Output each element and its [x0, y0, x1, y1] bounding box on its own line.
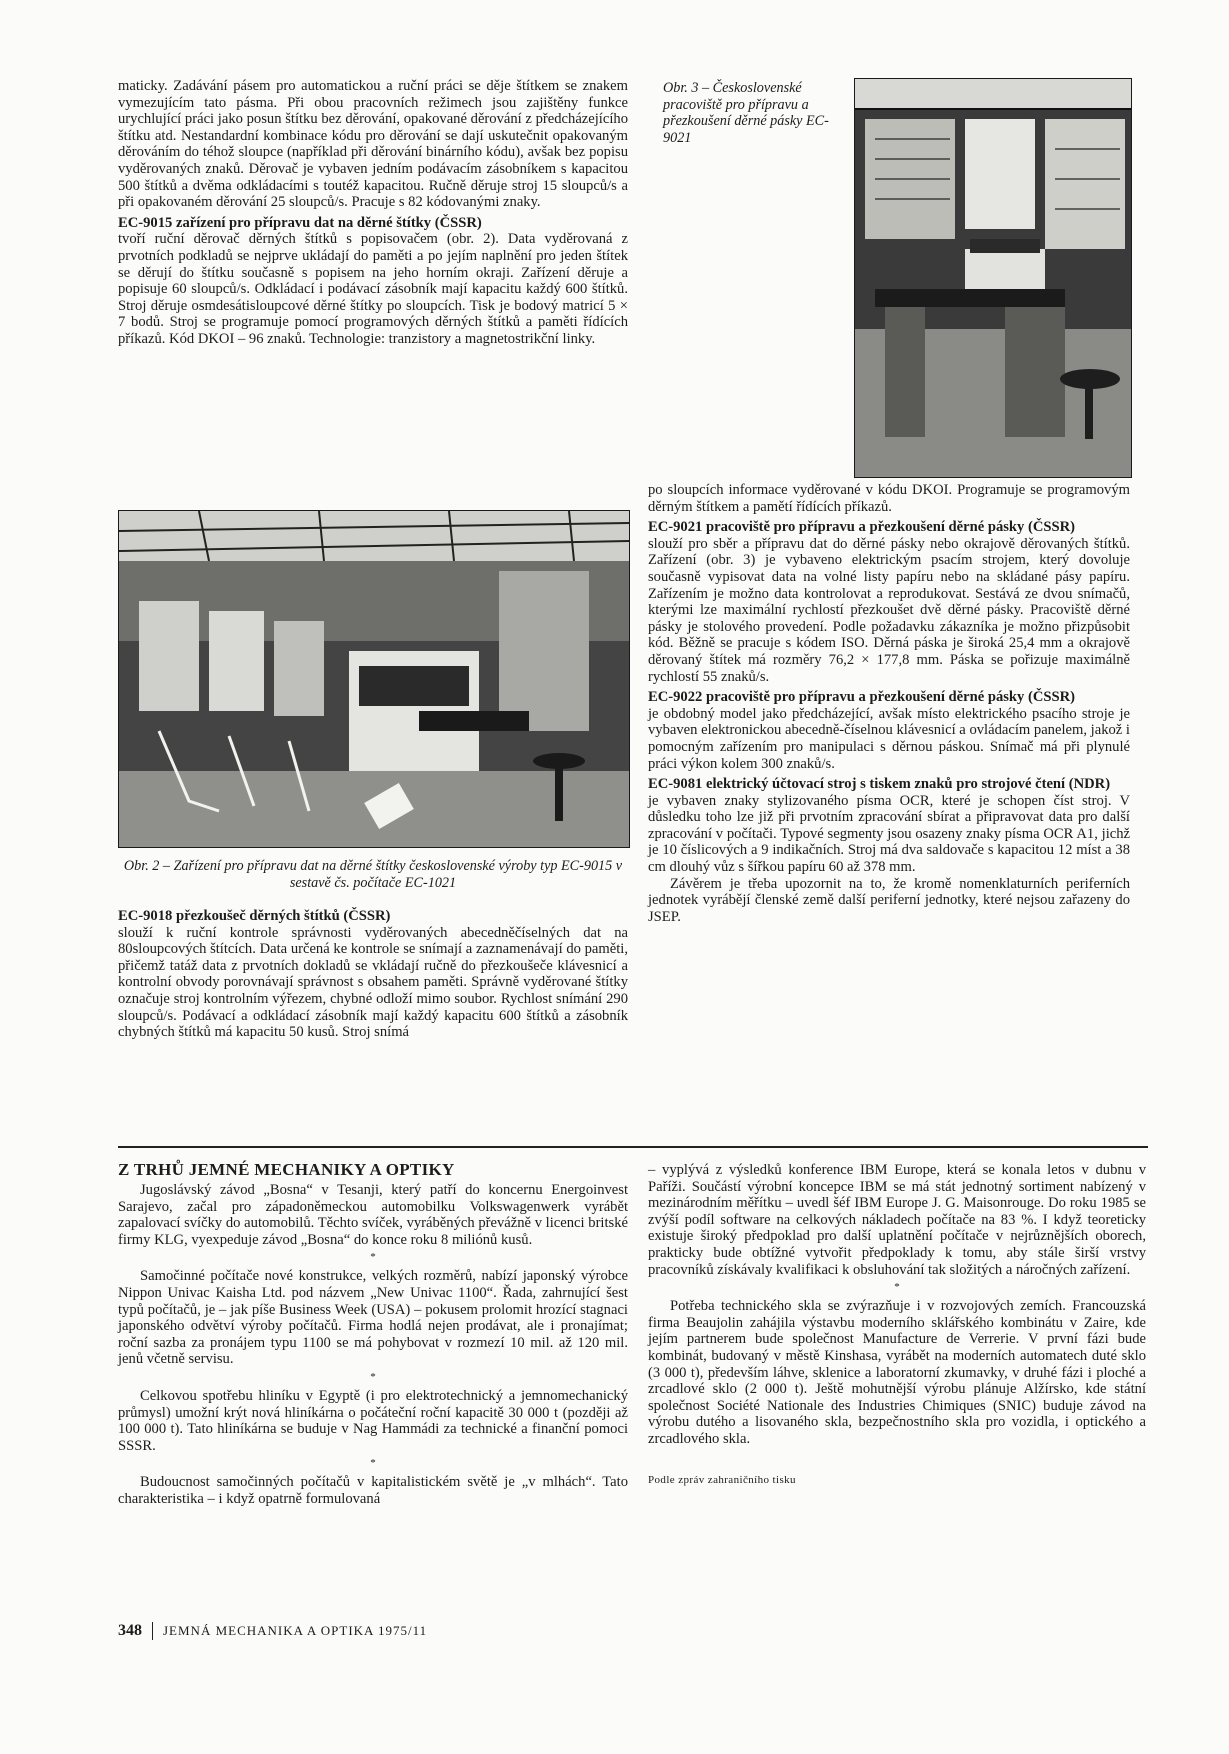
computer-hall-photo-illustration [119, 511, 629, 847]
paragraph-ec9081: je vybaven znaky stylizovaného písma OCR, které je schopen číst stroj. V důsledku toho lze již při prvotním zpracování sbírat a připravovat data pro další zpracování v počítači. Typové segmenty jsou osazeny znaky písma OCR A1, jichž je 10 číslicových a 9 indikačních. Stroj má dva saldovače s kapacitou 12 míst a 38 cm dlouhý vůz s šířkou papíru 60 až 378 mm. [648, 792, 1130, 876]
page-footer [118, 1622, 427, 1640]
separator-star: * [370, 1251, 376, 1264]
paragraph-continuation: po sloupcích informace vyděrované v kódu DKOI. Programuje se programovým děrným štítkem a pamětí řídících příkazů. [648, 482, 1130, 515]
paragraph-conclusion: Závěrem je třeba upozornit na to, že kromě nomenklaturních periferních jednotek vyrábějí členské země další periferní jednotky, které nejsou zařazeny do JSEP. [648, 875, 1130, 925]
column-left-top [118, 78, 628, 348]
column-left-mid [118, 908, 628, 1041]
figure-3-photo [854, 78, 1132, 478]
paragraph-intro: maticky. Zadávání pásem pro automatickou a ruční práci se děje štítkem se znakem vymezujícím tato pásma. Při obou pracovních režimech jsou zajištěny funkce urychlující práci jako posun štítku bez děrování, opakované děrování z předcházejícího štítku atd. Nestandardní kombinace kódu pro děrování se dají uskutečnit opakovaným děrováním do téhož sloupce (například při děrování binárního kódu), avšak bez popisu vyděrovaných znaků. Děrovač je vybaven jedním podávacím zásobníkem s kapacitou 500 štítků a dvěma odkládacími s toutéž kapacitou. Ručně děruje stroj 15 sloupců/s a při opakovaném děrování 25 sloupců/s. Pracuje s 82 kódovanými znaky. [118, 78, 628, 211]
figure-2-photo [118, 510, 630, 848]
paragraph-ec9015: tvoří ruční děrovač děrných štítků s popisovačem (obr. 2). Data vyděrovaná z prvotních podkladů se nejprve ukládají do paměti a po jejím naplnění pro jeden štítek se děrují do štítku současně s popisem na jeho horním okraji. Zařízení děruje a popisuje 60 sloupců/s. Odkládací i podávací zásobník mají kapacitu každý 600 štítků. Stroj děruje osmdesátisloupcové děrné štítky po sloupcích. Tisk je bodový matricí 5 × 7 bodů. Stroj se programuje pomocí programových děrných štítků a paměti řídících příkazů. Kód DKOI – 96 znaků. Technologie: tranzistory a magnetostrikční linky. [118, 231, 628, 347]
heading-ec9081: EC-9081 elektrický účtovací stroj s tiskem znaků pro strojové čtení (NDR) [648, 776, 1111, 793]
separator-star: * [370, 1370, 376, 1383]
section-title: Z TRHŮ JEMNÉ MECHANIKY A OPTIKY [118, 1160, 455, 1179]
workstation-photo-illustration [855, 79, 1131, 477]
article-computers-future: Budoucnost samočinných počítačů v kapitalistickém světě je „v mlhách“. Tato charakteristika – i když opatrně formulovaná [118, 1474, 628, 1507]
heading-ec9015: EC-9015 zařízení pro přípravu dat na děrné štítky (ČSSR) [118, 214, 482, 231]
journal-name: JEMNÁ MECHANIKA A OPTIKA 1975/11 [163, 1623, 428, 1638]
heading-ec9022: EC-9022 pracoviště pro přípravu a přezkoušení děrné pásky (ČSSR) [648, 689, 1076, 706]
article-univac: Samočinné počítače nové konstrukce, velkých rozměrů, nabízí japonský výrobce Nippon Univac Kaisha Ltd. pod názvem „New Univac 1100“. Řada, zahrnující šest typů počítačů, je – jak píše Business Week (USA) – pokusem prolomit hrozící stagnaci japonského odvětví výroby počítačů. Firma hodlá nejen prodávat, ale i pronajímat; roční sazba za pronájem typu 1100 se má pohybovat v rozmezí 10 mil. až 120 mil. jenů včetně servisu. [118, 1268, 628, 1368]
paragraph-ec9021: slouží pro sběr a přípravu dat do děrné pásky nebo okrajově děrovaných štítků. Zařízení (obr. 3) je vybaveno elektrickým psacím strojem, který dovoluje současně vypisovat data na volné listy papíru nebo na skládané pásy papíru. Zařízením je možno data kontrolovat a reprodukovat. Sestává ze dvou snímačů, kterými lze maximální rychlostí přezkoušet dvě děrné pásky. Pracoviště děrné pásky je stolového provedení. Podle požadavku zákazníka je možno přizpůsobit kód. Běžně se pracuje s kódem ISO. Děrná páska je široká 25,4 mm a okrajově děrovaný štítek má rozměry 76,2 × 177,8 mm. Páska se pořizuje maximálně rychlostí 55 znaků/s. [648, 535, 1130, 685]
paragraph-ec9022: je obdobný model jako předcházející, avšak místo elektrického psacího stroje je vybaven elektronickou abecedně-číselnou klávesnicí a ovládacím panelem, jakož i pomocným zařízením pro manipulaci s děrnou páskou. Snímač má při plynulé práci výkon kolem 300 znaků/s. [648, 705, 1130, 772]
column-left-bottom [118, 1182, 628, 1508]
heading-ec9021: EC-9021 pracoviště pro přípravu a přezkoušení děrné pásky (ČSSR) [648, 519, 1076, 536]
article-aluminium: Celkovou spotřebu hliníku v Egyptě (i pro elektrotechnický a jemnomechanický průmysl) umožní krýt nová hliníkárna o počáteční roční kapacitě 30 000 t (později až 100 000 t). Tato hliníkárna se buduje v Nag Hammádi za technické a finanční pomoci SSSR. [118, 1387, 628, 1454]
footer-divider [152, 1622, 153, 1640]
heading-ec9018: EC-9018 přezkoušeč děrných štítků (ČSSR) [118, 908, 391, 924]
article-ibm-continuation: – vyplývá z výsledků konference IBM Europe, která se konala letos v dubnu v Paříži. Součástí výrobní koncepce IBM se má stát jednotný sortiment nabízený v mezinárodním měřítku – uvedl šéf IBM Europe J. G. Maisonrouge. Do roku 1985 se zvýší podíl software na celkových nákladech počítače na 83 %. I když teoreticky existuje široký předpoklad pro další uplatnění počítače v nejrůznějších oborech, prakticky bude obtížné vytvořit předpoklady k tomu, aby stále širší vrstvy pracovníků získávaly kvalifikaci k obsluhování tak složitých a náročných zařízení. [648, 1162, 1146, 1278]
column-right-bottom [648, 1162, 1146, 1488]
column-right-mid [648, 482, 1130, 925]
section-divider [118, 1146, 1148, 1148]
source-note: Podle zpráv zahraničního tisku [648, 1473, 796, 1486]
article-glass: Potřeba technického skla se zvýrazňuje i v rozvojových zemích. Francouzská firma Beaujolin zahájila výstavbu moderního sklářského kombinátu v Zaire, kde jejím partnerem bude společnost Manufacture de Verrerie. V první fázi bude kombinát, budovaný v městě Kinshasa, vyrábět na moderních automatech duté sklo (3 000 t), především láhve, sklenice a laboratorní zkumavky, v druhé fázi i ploché a zrcadlové sklo (2 000 t). Ještě mohutnější výrobu plánuje Alžírsko, kde státní společnost Société Nationale des Industries Chimiques (SNIC) buduje závod na výrobu dutého a lisovaného skla, bezpečnostního skla pro vozidla, i optického a zrcadlového skla. [648, 1298, 1146, 1447]
page-number: 348 [118, 1622, 142, 1639]
separator-star: * [370, 1457, 376, 1470]
figure-2-caption: Obr. 2 – Zařízení pro přípravu dat na děrné štítky československé výroby typ EC-9015 v sestavě čs. počítače EC-1021 [123, 858, 623, 891]
article-bosna: Jugoslávský závod „Bosna“ v Tesanji, který patří do koncernu Energoinvest Sarajevo, začal pro západoněmeckou automobilku Volkswagenwerk vyrábět zapalovací svíčky do automobilů. Těchto svíček, vyráběných převážně v licenci britské firmy KLG, vyexpeduje závod „Bosna“ do konce roku 8 miliónů kusů. [118, 1182, 628, 1248]
paragraph-ec9018: slouží k ruční kontrole správnosti vyděrovaných abecedněčíselných dat na 80sloupcových štítcích. Data určená ke kontrole se snímají a zaznamenávají do paměti, přičemž tatáž data z prvotních dokladů se vkládají ručně do přezkoušeče klávesnicí a kontrolní obvody porovnávají správnost s obsahem paměti. Správně vyděrované štítky označuje stroj kontrolním výřezem, chybné odloží mimo soubor. Rychlost snímání 290 sloupců/s. Podávací a odkládací zásobník mají každý kapacitu 600 štítků a zásobník chybných štítků má kapacitu 50 kusů. Stroj snímá [118, 924, 628, 1041]
figure-3-caption: Obr. 3 – Československé pracoviště pro přípravu a přezkoušení děrné pásky EC-9021 [663, 80, 829, 146]
separator-star: * [894, 1281, 900, 1294]
